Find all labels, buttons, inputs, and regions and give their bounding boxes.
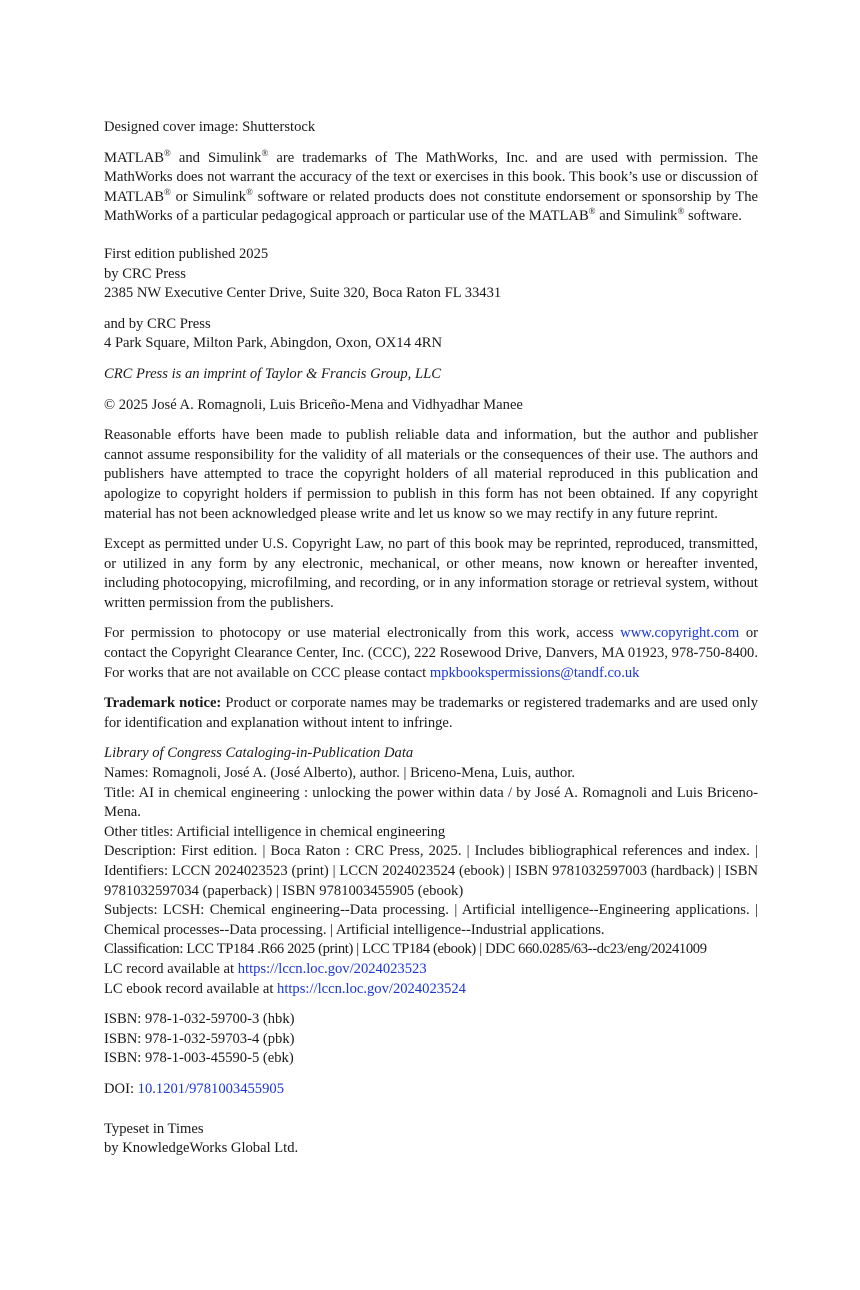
cip-classification: Classification: LCC TP184 .R66 2025 (print) | LCC TP184 (ebook) | DDC 660.0285/63--dc23/eng/20241009 (104, 941, 707, 958)
registered-mark: ® (246, 186, 253, 197)
cip-subjects: Subjects: LCSH: Chemical engineering--Data processing. | Artificial intelligence--Engineering applications. | Chemical processes--Data processing. | Artificial intelligence--Industrial applications. (104, 902, 758, 938)
publisher-line: by CRC Press (104, 265, 186, 282)
lc-record-link[interactable]: https://lccn.loc.gov/2024023523 (237, 960, 427, 977)
registered-mark: ® (261, 147, 269, 158)
reasonable-efforts-paragraph: Reasonable efforts have been made to publish reliable data and information, but the author and publisher cannot assume responsibility for the validity of all materials or the consequences of their use. The authors and publishers have attempted to trace the copyright holders of all material reproduced in this publication and apologize to copyright holders if permission to publish in this form has not been obtained. If any copyright material has not been acknowledged please write and let us know so we may rectify in any future reprint. (104, 427, 758, 522)
isbn-line: ISBN: 978-1-032-59703-4 (pbk) (104, 1030, 295, 1047)
cip-names: Names: Romagnoli, José A. (José Alberto), author. | Briceno-Mena, Luis, author. (104, 765, 576, 782)
typesetter: by KnowledgeWorks Global Ltd. (104, 1140, 299, 1157)
typeset-info (104, 1120, 758, 1159)
trademark-notice: Trademark notice: Product or corporate names may be trademarks or registered trademarks and are used only for identification and explanation without intent to infringe. (104, 695, 758, 731)
cip-title: Title: AI in chemical engineering : unlocking the power within data / by José A. Romagnoli and Luis Briceno-Mena. (104, 784, 758, 821)
doi-link[interactable]: 10.1201/9781003455905 (137, 1080, 284, 1097)
typeset-font: Typeset in Times (104, 1120, 204, 1137)
lc-ebook-record: LC ebook record available at https://lccn.loc.gov/2024023524 (104, 980, 466, 997)
copyright-line: © 2025 José A. Romagnoli, Luis Briceño-Mena and Vidhyadhar Manee (104, 396, 523, 413)
cover-credit: Designed cover image: Shutterstock (104, 119, 316, 135)
registered-mark: ® (677, 206, 685, 217)
registered-mark: ® (588, 206, 596, 217)
trademark-paragraph: MATLAB® and Simulink® are trademarks of The MathWorks, Inc. and are used with permission. The MathWorks does not warrant the accuracy of the text or exercises in this book. This book’s use or discussion of MATLAB® or Simulink® software or related products does not constitute endorsement or sponsorship by The MathWorks of a particular pedagogical approach or particular use of the MATLAB® and Simulink® software. (104, 147, 758, 225)
publisher-address: 4 Park Square, Milton Park, Abingdon, Oxon, OX14 4RN (104, 335, 443, 352)
copyright-page (104, 118, 758, 1159)
isbn-line: ISBN: 978-1-032-59700-3 (hbk) (104, 1011, 295, 1028)
publisher-address: 2385 NW Executive Center Drive, Suite 320, Boca Raton FL 33431 (104, 285, 502, 302)
trademark-notice-label: Trademark notice: (104, 695, 222, 712)
publication-info (104, 245, 758, 304)
lc-ebook-record-link[interactable]: https://lccn.loc.gov/2024023524 (277, 980, 466, 997)
cip-description: Description: First edition. | Boca Raton : CRC Press, 2025. | Includes bibliographical references and index. | Identifiers: LCCN 2024023523 (print) | LCCN 2024023524 (ebook) | ISBN 9781032597003 (hardback) | ISBN 9781032597034 (paperback) | ISBN 9781003455905 (ebook) (104, 843, 758, 899)
isbn-line: ISBN: 978-1-003-45590-5 (ebk) (104, 1050, 294, 1067)
lc-record: LC record available at https://lccn.loc.gov/2024023523 (104, 960, 427, 977)
permissions-email-link[interactable]: mpkbookspermissions@tandf.co.uk (429, 664, 640, 681)
cip-data (104, 744, 758, 999)
edition-line: First edition published 2025 (104, 245, 269, 262)
publisher-line: and by CRC Press (104, 315, 211, 332)
publisher-uk (104, 315, 758, 354)
doi-line: DOI: 10.1201/9781003455905 (104, 1080, 284, 1097)
imprint-line: CRC Press is an imprint of Taylor & Francis Group, LLC (104, 365, 441, 382)
copyright-law-paragraph: Except as permitted under U.S. Copyright Law, no part of this book may be reprinted, reproduced, transmitted, or utilized in any form by any electronic, mechanical, or other means, now known or hereafter invented, including photocopying, microfilming, and recording, or in any information storage or retrieval system, without written permission from the publishers. (104, 536, 758, 611)
permission-paragraph: For permission to photocopy or use material electronically from this work, access www.copyright.com or contact the Copyright Clearance Center, Inc. (CCC), 222 Rosewood Drive, Danvers, MA 01923, 978-750-8400. For works that are not available on CCC please contact mpkbookspermissions@tandf.co.uk (104, 625, 758, 681)
registered-mark: ® (164, 147, 171, 158)
copyright-link[interactable]: www.copyright.com (620, 625, 740, 642)
cip-other-titles: Other titles: Artificial intelligence in chemical engineering (104, 823, 446, 840)
cip-heading: Library of Congress Cataloging-in-Publication Data (104, 745, 414, 762)
isbn-list (104, 1010, 758, 1069)
registered-mark: ® (164, 186, 171, 197)
